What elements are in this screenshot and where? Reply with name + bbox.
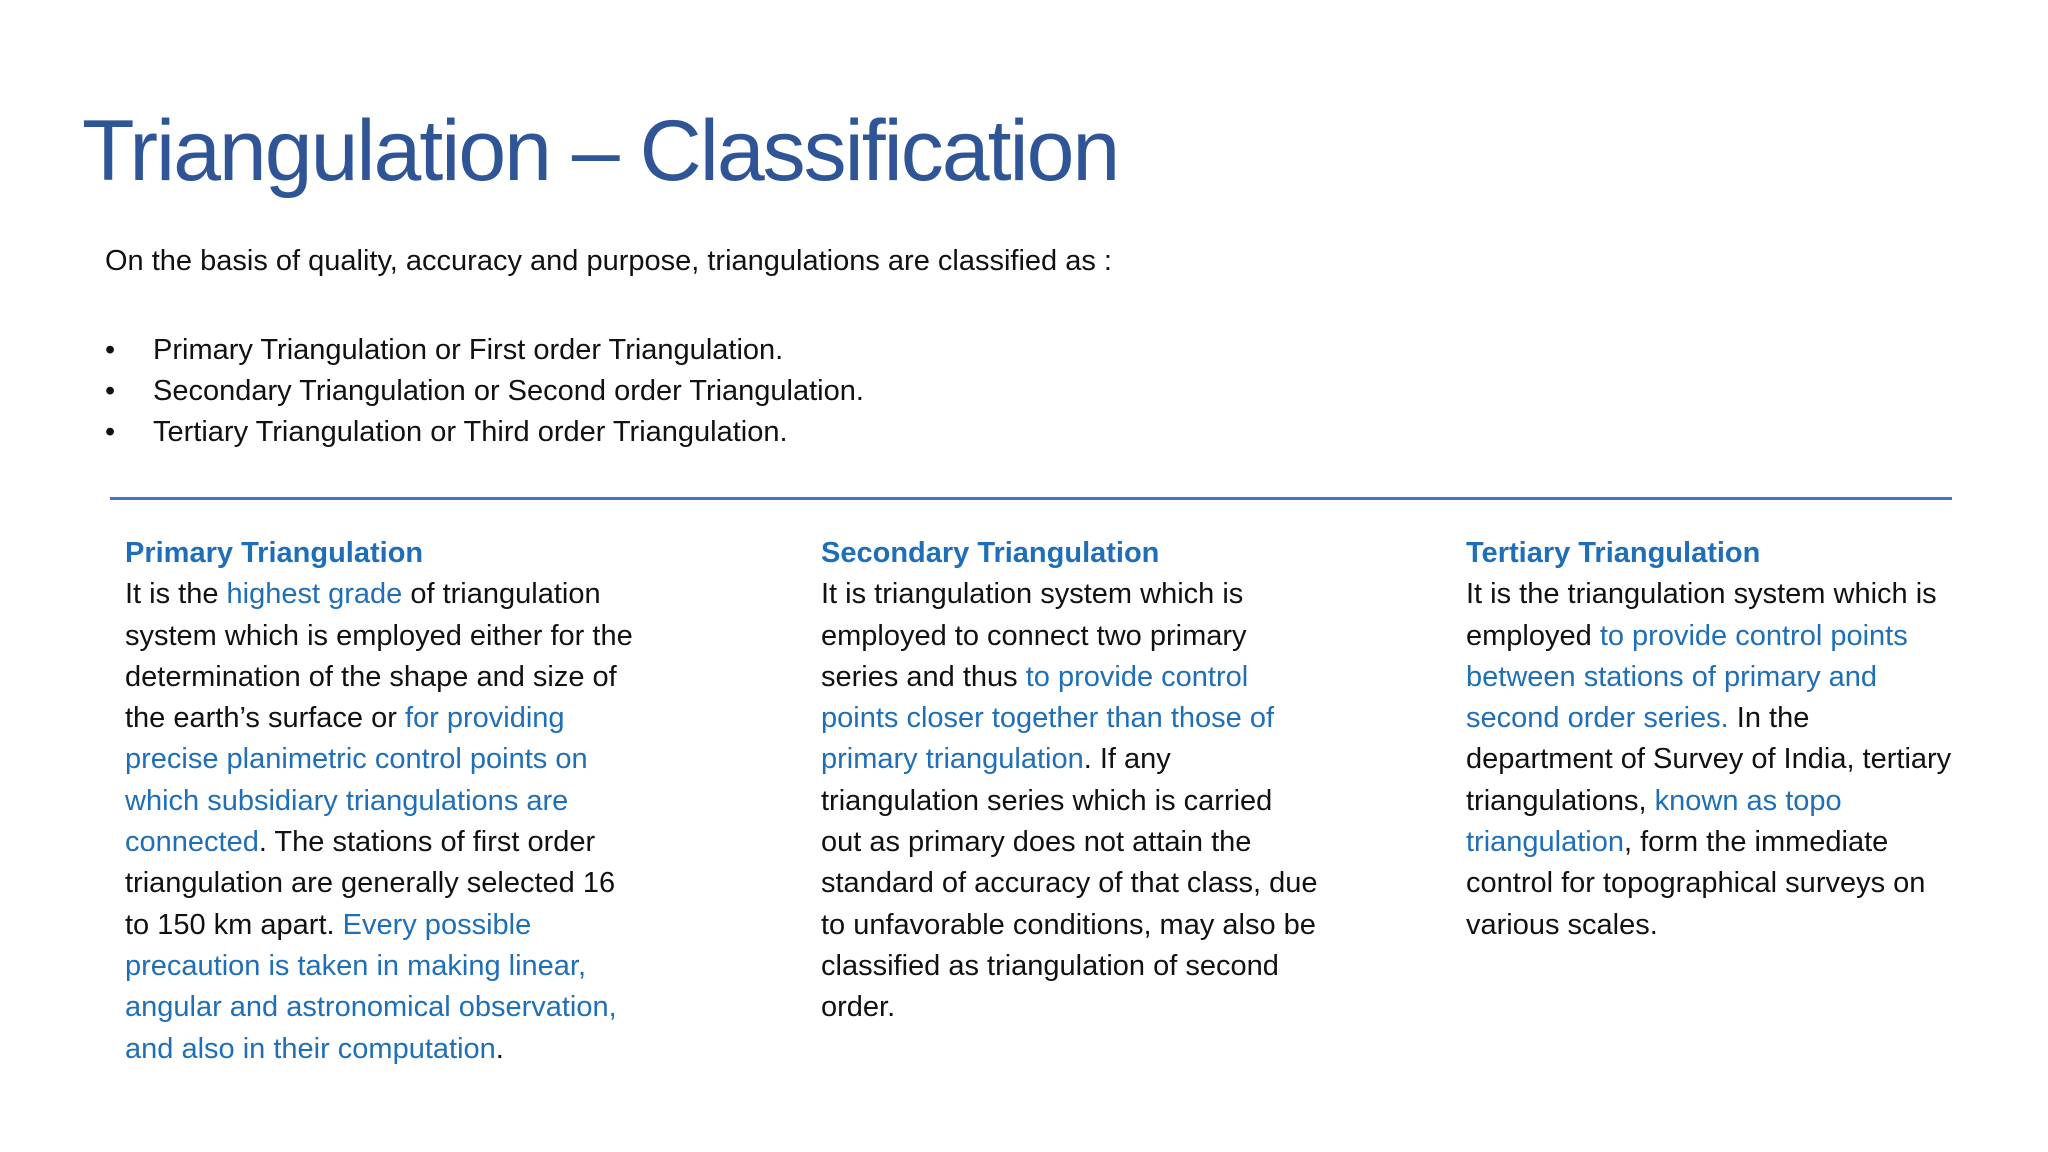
body-text: It is triangulation system which is (821, 578, 1244, 611)
list-item-text: Tertiary Triangulation or Third order Triangulation. (153, 416, 788, 448)
text-line (1466, 657, 2036, 698)
text-line (1466, 698, 2036, 739)
body-text: triangulation series which is carried (821, 784, 1273, 817)
highlighted-text: triangulation (1466, 826, 1624, 859)
column-body (821, 574, 1381, 1028)
text-line (1466, 574, 2036, 615)
highlighted-text: and also in their computation (125, 1032, 496, 1065)
column-heading: Primary Triangulation (125, 537, 424, 569)
text-line (125, 1029, 725, 1070)
body-text: order. (821, 991, 896, 1024)
highlighted-text: precaution is taken in making linear, (125, 949, 587, 982)
bullet-icon: • (105, 334, 116, 366)
body-text: department of Survey of India, tertiary (1466, 743, 1952, 776)
text-line (1466, 781, 2036, 822)
text-line (821, 781, 1381, 822)
list-item-text: Primary Triangulation or First order Triangulation. (153, 334, 784, 366)
text-line (1466, 905, 2036, 946)
body-text: system which is employed either for the (125, 619, 633, 652)
body-text: triangulation are generally selected 16 (125, 867, 616, 900)
text-line (125, 739, 725, 780)
text-line (1466, 863, 2036, 904)
column-heading: Tertiary Triangulation (1466, 537, 1761, 569)
text-line (821, 987, 1381, 1028)
text-line (125, 698, 725, 739)
body-text: It is the triangulation system which is (1466, 578, 1937, 611)
highlighted-text: between stations of primary and (1466, 660, 1878, 693)
body-text: . (495, 1032, 504, 1065)
highlighted-text: second order series. (1466, 702, 1729, 735)
section-divider (110, 497, 1952, 500)
secondary-triangulation-column (821, 533, 1381, 1029)
bullet-icon: • (105, 375, 116, 407)
text-line (821, 946, 1381, 987)
body-text: In the (1728, 702, 1810, 735)
text-line (821, 863, 1381, 904)
highlighted-text: points closer together than those of (821, 702, 1275, 735)
highlighted-text: which subsidiary triangulations are (125, 784, 569, 817)
highlighted-text: Every possible (342, 908, 532, 941)
highlighted-text: for providing (404, 702, 565, 735)
body-text: to 150 km apart. (125, 908, 343, 941)
body-text: the earth’s surface or (125, 702, 405, 735)
body-text: various scales. (1466, 908, 1658, 941)
highlighted-text: highest grade (226, 578, 403, 611)
text-line (1466, 822, 2036, 863)
text-line (1466, 739, 2036, 780)
list-item (105, 371, 864, 412)
body-text: triangulations, (1466, 784, 1655, 817)
primary-triangulation-column (125, 533, 725, 1070)
body-text: employed (1466, 619, 1600, 652)
text-line (125, 863, 725, 904)
body-text: determination of the shape and size of (125, 660, 617, 693)
intro-text: On the basis of quality, accuracy and purpose, triangulations are classified as : (105, 245, 1112, 277)
classification-list (105, 330, 864, 453)
text-line (125, 657, 725, 698)
body-text: , form the immediate (1624, 826, 1889, 859)
body-text: control for topographical surveys on (1466, 867, 1926, 900)
body-text: out as primary does not attain the (821, 826, 1252, 859)
body-text: to unfavorable conditions, may also be (821, 908, 1316, 941)
text-line (125, 616, 725, 657)
list-item (105, 330, 864, 371)
text-line (1466, 616, 2036, 657)
body-text: series and thus (821, 660, 1026, 693)
column-body (125, 574, 725, 1070)
body-text: It is the (125, 578, 227, 611)
text-line (821, 905, 1381, 946)
text-line (821, 574, 1381, 615)
text-line (821, 822, 1381, 863)
highlighted-text: known as topo (1654, 784, 1842, 817)
text-line (125, 905, 725, 946)
column-body (1466, 574, 2036, 946)
body-text: classified as triangulation of second (821, 949, 1279, 982)
body-text: . If any (1083, 743, 1171, 776)
highlighted-text: to provide control points (1599, 619, 1908, 652)
list-item-text: Secondary Triangulation or Second order Triangulation. (153, 375, 864, 407)
body-text: of triangulation (402, 578, 601, 611)
highlighted-text: primary triangulation (821, 743, 1084, 776)
body-text: standard of accuracy of that class, due (821, 867, 1318, 900)
text-line (125, 946, 725, 987)
text-line (125, 781, 725, 822)
text-line (821, 616, 1381, 657)
text-line (821, 657, 1381, 698)
slide-title: Triangulation – Classification (82, 103, 1119, 199)
text-line (821, 739, 1381, 780)
text-line (821, 698, 1381, 739)
text-line (125, 822, 725, 863)
highlighted-text: connected (125, 826, 259, 859)
text-line (125, 574, 725, 615)
text-line (125, 987, 725, 1028)
body-text: employed to connect two primary (821, 619, 1247, 652)
list-item (105, 412, 864, 453)
bullet-icon: • (105, 416, 116, 448)
highlighted-text: to provide control (1025, 660, 1249, 693)
highlighted-text: precise planimetric control points on (125, 743, 588, 776)
body-text: . The stations of first order (258, 826, 596, 859)
tertiary-triangulation-column (1466, 533, 2036, 946)
column-heading: Secondary Triangulation (821, 537, 1160, 569)
highlighted-text: angular and astronomical observation, (125, 991, 617, 1024)
